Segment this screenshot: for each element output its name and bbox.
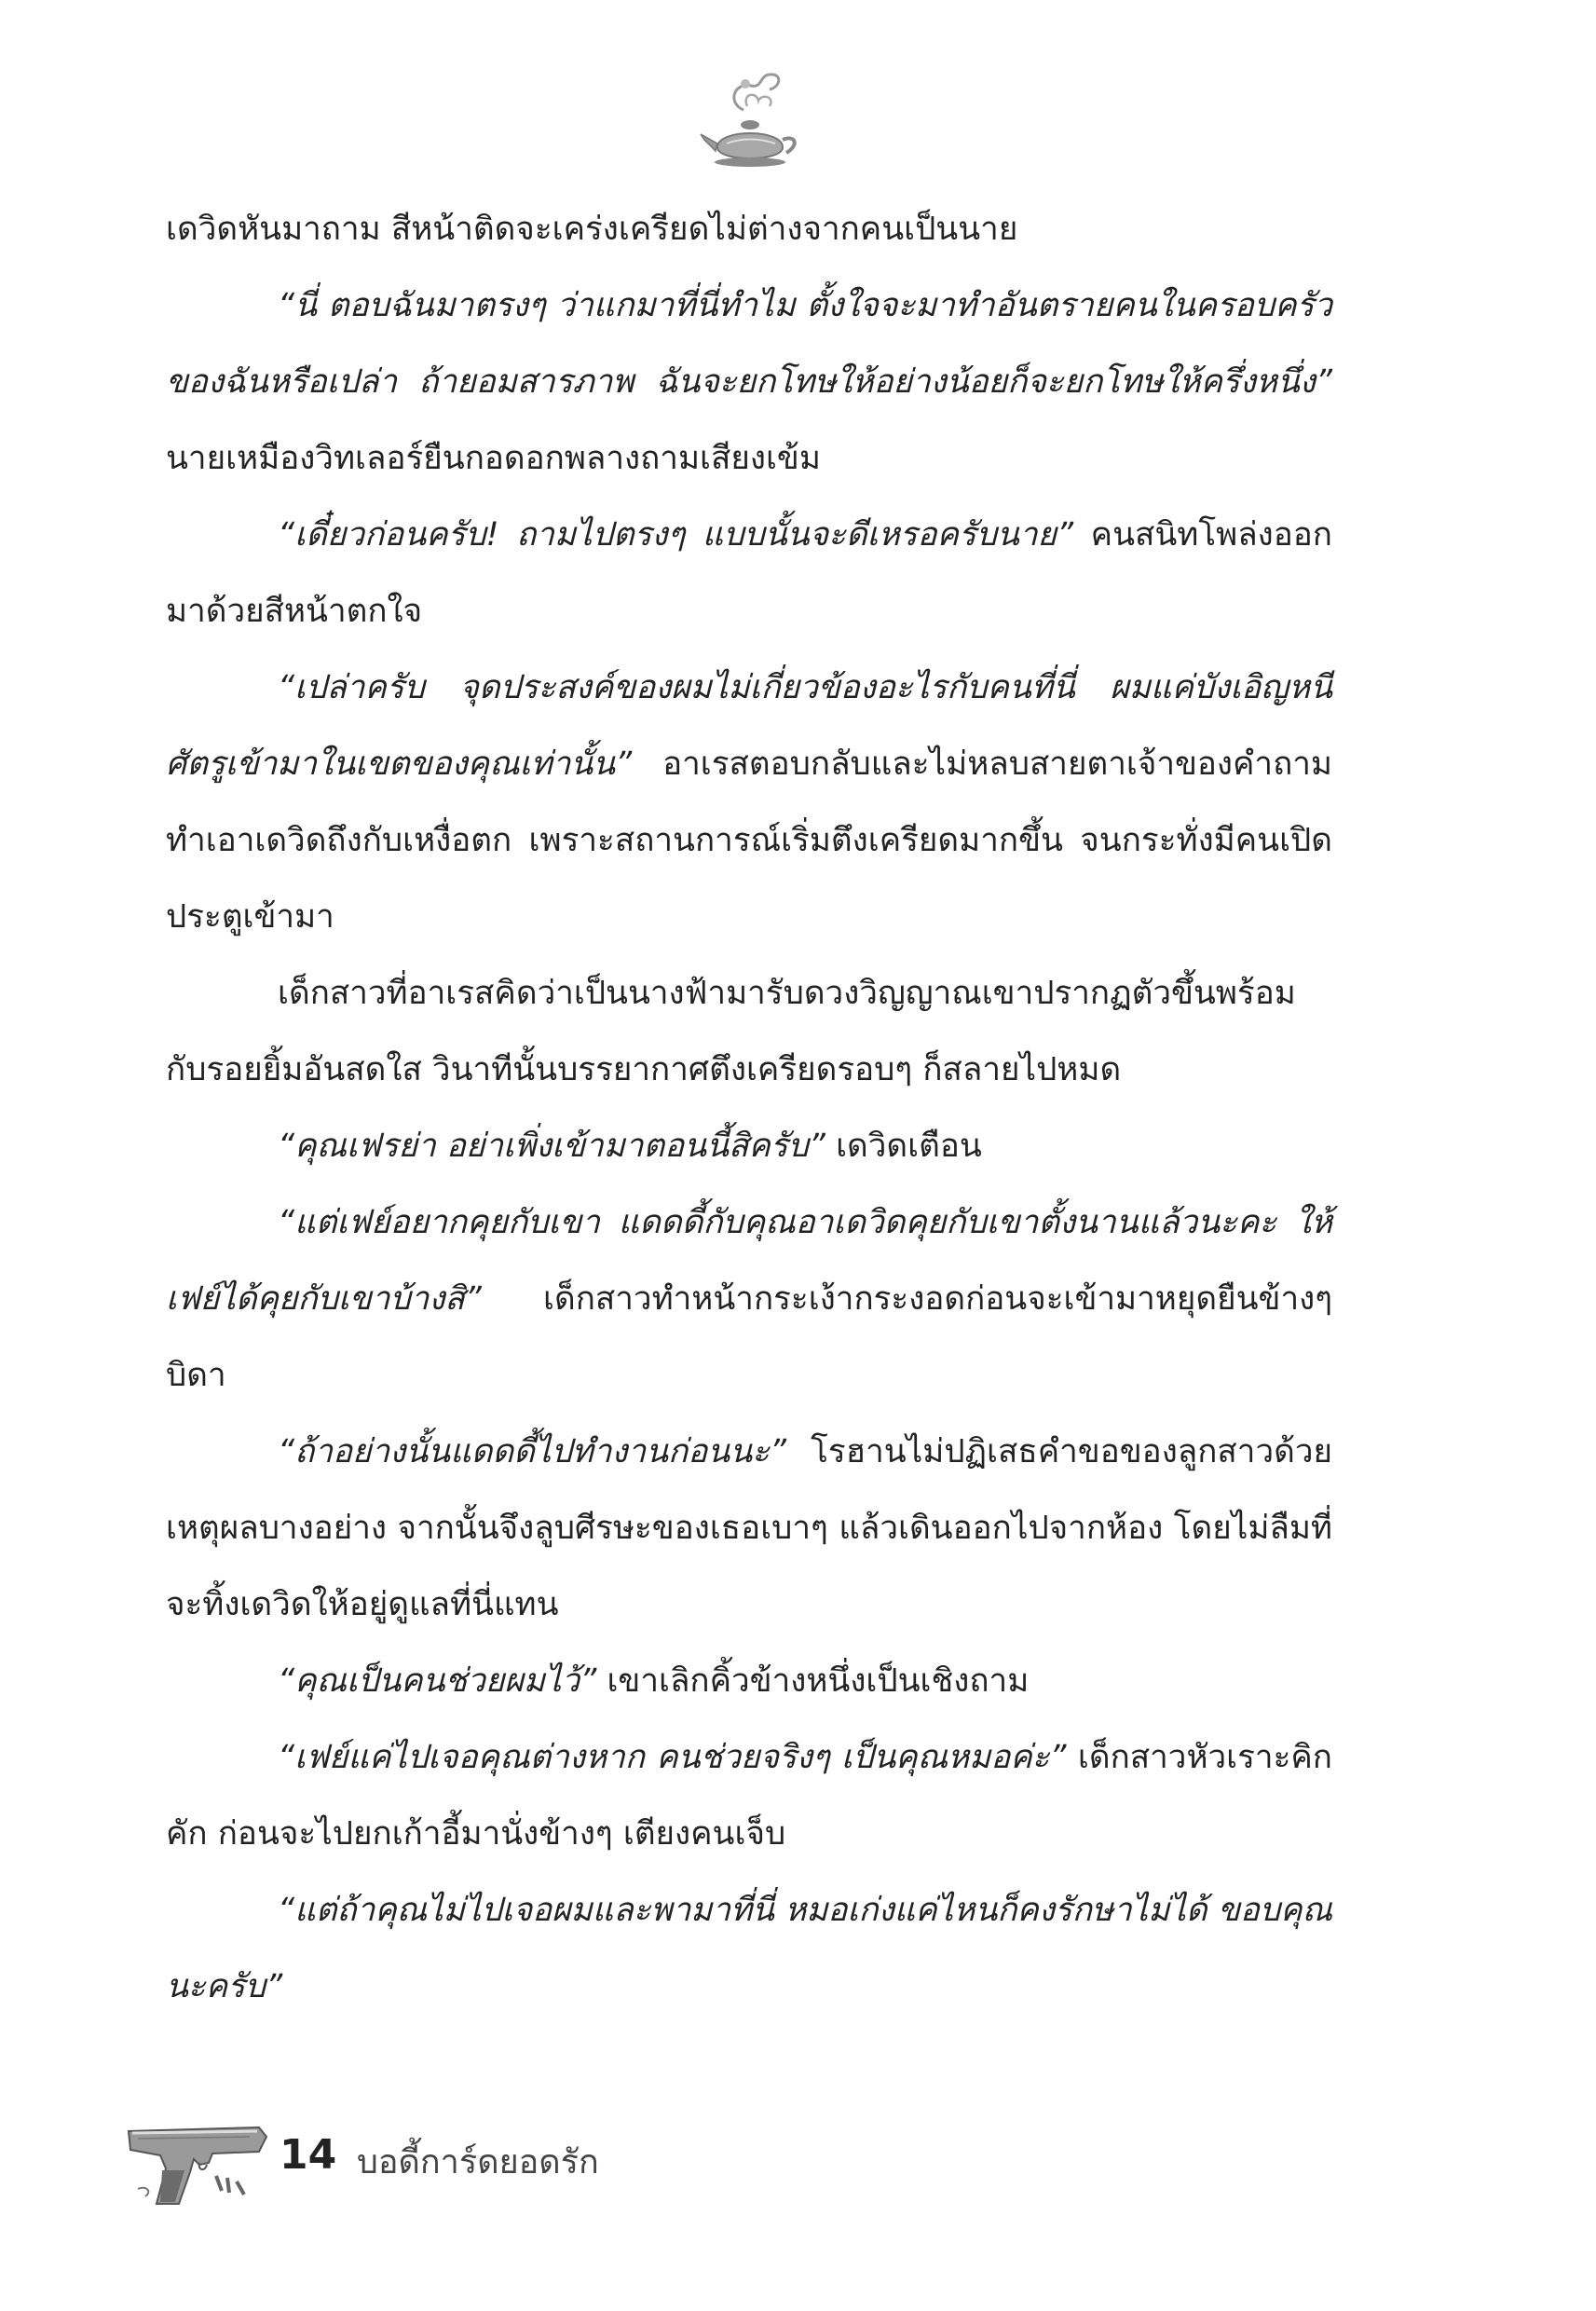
paragraph — [166, 1184, 1332, 1414]
page-footer — [119, 2111, 771, 2213]
narration-text: เด็กสาวทำหน้ากระเง้ากระงอดก่อนจะเข้ามาหยุดยืนข้างๆ บิดา — [166, 1280, 1332, 1394]
teapot-ornament-icon — [689, 65, 811, 177]
narration-text: เด็กสาวหัวเราะคิกคัก ก่อนจะไปยกเก้าอี้มานั่งข้างๆ เตียงคนเจ็บ — [166, 1739, 1332, 1853]
dialogue-text: “คุณเป็นคนช่วยผมไว้” — [278, 1662, 597, 1700]
paragraph — [166, 1108, 1332, 1184]
pistol-icon — [119, 2111, 278, 2208]
dialogue-text: “เฟย์แค่ไปเจอคุณต่างหาก คนช่วยจริงๆ เป็นคุณหมอค่ะ” — [278, 1739, 1067, 1776]
paragraph — [166, 1872, 1332, 2025]
page-number: 14 — [280, 2131, 337, 2179]
narration-text: เขาเลิกคิ้วข้างหนึ่งเป็นเชิงถาม — [596, 1662, 1030, 1700]
narration-text: คนสนิทโพล่งออกมาด้วยสีหน้าตกใจ — [166, 516, 1332, 630]
paragraph — [166, 1643, 1332, 1719]
dialogue-text: “เดี๋ยวก่อนครับ! ถามไปตรงๆ แบบนั้นจะดีเหรอครับนาย” — [278, 516, 1074, 554]
body-text — [166, 191, 1332, 2025]
paragraph — [166, 1414, 1332, 1643]
paragraph — [166, 267, 1332, 497]
dialogue-text: “ถ้าอย่างนั้นแดดดี้ไปทำงานก่อนนะ” — [278, 1433, 787, 1470]
dialogue-text: “นี่ ตอบฉันมาตรงๆ ว่าแกมาที่นี่ทำไม ตั้งใจจะมาทำอันตรายคนในครอบครัวของฉันหรือเปล่า ถ้ายอมสารภาพ ฉันจะยกโทษให้อย่างน้อยก็จะยกโทษให้ครึ่งหนึ่ง” — [166, 287, 1332, 401]
paragraph — [166, 955, 1332, 1108]
narration-text: เดวิดเตือน — [825, 1128, 982, 1165]
narration-text: อาเรสตอบกลับและไม่หลบสายตาเจ้าของคำถาม ทำเอาเดวิดถึงกับเหงื่อตก เพราะสถานการณ์เริ่มตึงเครียดมากขึ้น จนกระทั่งมีคนเปิดประตูเข้ามา — [166, 745, 1332, 936]
paragraph — [166, 497, 1332, 650]
narration-text: นายเหมืองวิทเลอร์ยืนกอดอกพลางถามเสียงเข้ม — [166, 440, 821, 477]
dialogue-text: “แต่ถ้าคุณไม่ไปเจอผมและพามาที่นี่ หมอเก่งแค่ไหนก็คงรักษาไม่ได้ ขอบคุณนะครับ” — [166, 1892, 1332, 2005]
dialogue-text: “แต่เฟย์อยากคุยกับเขา แดดดี้กับคุณอาเดวิดคุยกับเขาตั้งนานแล้วนะคะ ให้เฟย์ได้คุยกับเขาบ้างสิ” — [166, 1204, 1332, 1318]
paragraph — [166, 191, 1332, 267]
dialogue-text: “เปล่าครับ จุดประสงค์ของผมไม่เกี่ยวข้องอะไรกับคนที่นี่ ผมแค่บังเอิญหนีศัตรูเข้ามาในเขตของคุณเท่านั้น” — [166, 669, 1332, 783]
paragraph — [166, 650, 1332, 955]
narration-text: เดวิดหันมาถาม สีหน้าติดจะเคร่งเครียดไม่ต่างจากคนเป็นนาย — [166, 211, 1018, 248]
narration-text: เด็กสาวที่อาเรสคิดว่าเป็นนางฟ้ามารับดวงวิญญาณเขาปรากฏตัวขึ้นพร้อมกับรอยยิ้มอันสดใส วินาทีนั้นบรรยากาศตึงเครียดรอบๆ ก็สลายไปหมด — [166, 975, 1296, 1088]
dialogue-text: “คุณเฟรย่า อย่าเพิ่งเข้ามาตอนนี้สิครับ” — [278, 1128, 825, 1165]
book-title: บอดี้การ์ดยอดรัก — [357, 2143, 599, 2181]
narration-text: โรฮานไม่ปฏิเสธคำขอของลูกสาวด้วยเหตุผลบางอย่าง จากนั้นจึงลูบศีรษะของเธอเบาๆ แล้วเดินออกไปจากห้อง โดยไม่ลืมที่จะทิ้งเดวิดให้อยู่ดูแลที่นี่แทน — [166, 1433, 1332, 1623]
paragraph — [166, 1719, 1332, 1872]
